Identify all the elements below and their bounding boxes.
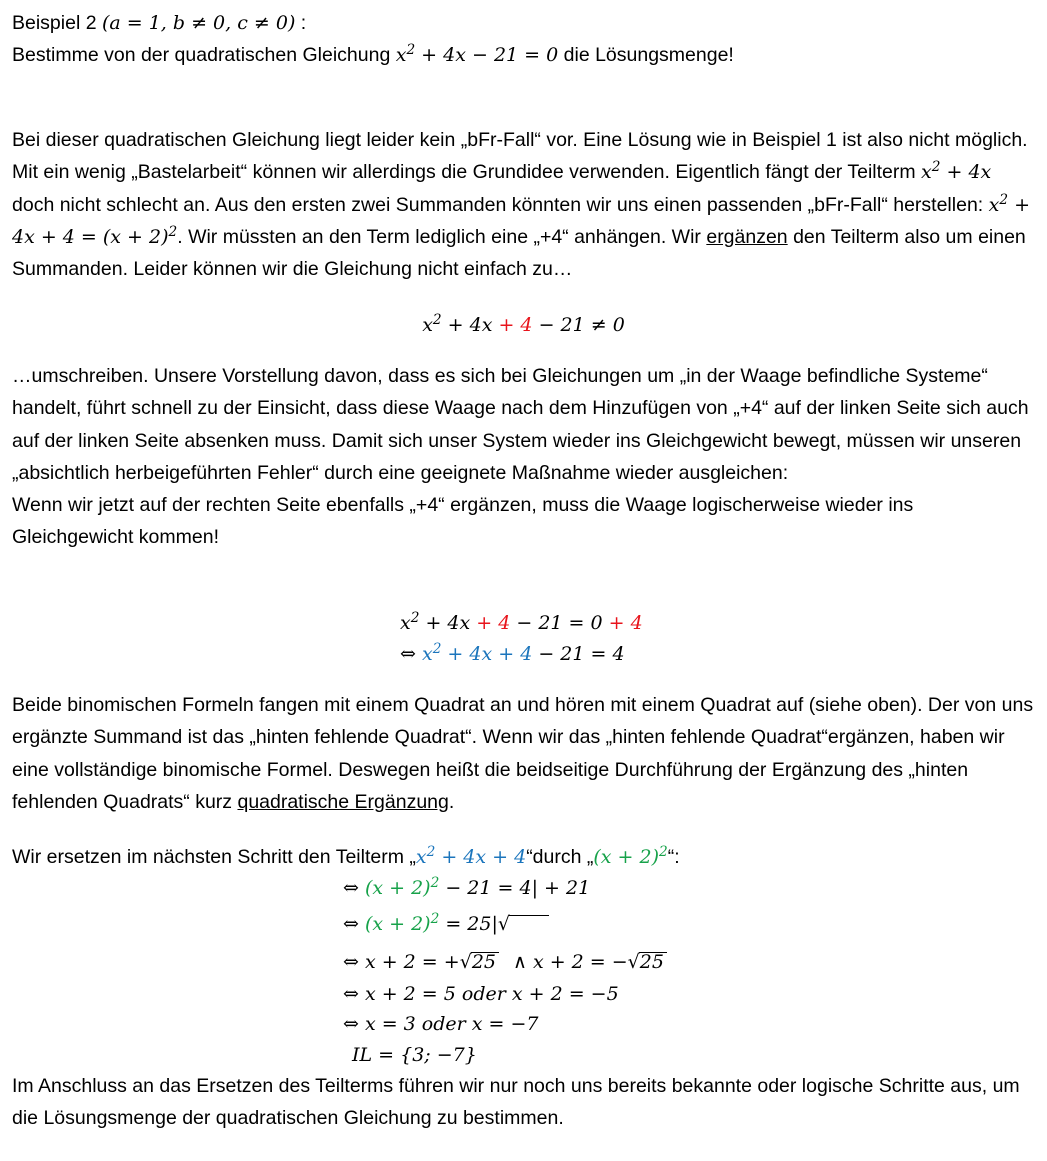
exponent: 2 bbox=[430, 911, 440, 928]
exponent: 2 bbox=[410, 610, 420, 627]
equivalence-arrow: ⇔ bbox=[343, 1013, 365, 1035]
var-x: x bbox=[988, 193, 1000, 216]
paragraph-4 bbox=[12, 845, 680, 869]
exponent: 2 bbox=[406, 42, 416, 59]
blue-term bbox=[422, 643, 532, 665]
paragraph-text: doch nicht schlecht an. Aus den ersten zwei Summanden könnten wir uns einen passenden „bFr-Fall“ herstellen: bbox=[12, 193, 989, 216]
green-term bbox=[593, 846, 667, 868]
equation-part: + 4x + 4 = (x + 2) bbox=[12, 193, 1031, 248]
exponent: 2 bbox=[432, 641, 442, 658]
solution-set bbox=[352, 1043, 477, 1067]
equivalence-arrow: ⇔ bbox=[343, 951, 365, 973]
task-statement bbox=[12, 43, 734, 67]
equation-part: − 21 = 0 bbox=[510, 612, 609, 634]
equation-balance-line-1 bbox=[400, 611, 643, 635]
inline-term bbox=[921, 161, 991, 183]
equation-rest: + 4x − 21 = 0 bbox=[415, 44, 559, 66]
paragraph-text: …umschreiben. Unsere Vorstellung davon, dass es sich bei Gleichungen um „in der Waage befindliche Systeme“ handelt, führt schnell zu der Einsicht, dass diese Waage nach dem Hinzufügen von „+4“ auf der linken Seite sich auch auf der linken Seite absenken muss. Damit sich unser System wieder ins Gleichgewicht bewegt, müssen wir unseren „absichtlich herbeigeführten Fehler“ durch eine geeignete Maßnahme wieder ausgleichen: bbox=[12, 365, 1029, 484]
step-4 bbox=[343, 982, 619, 1006]
exponent: 2 bbox=[168, 224, 178, 241]
task-equation bbox=[396, 44, 559, 66]
paragraph-text: Bei dieser quadratischen Gleichung liegt leider kein „bFr-Fall“ vor. Eine Lösung wie in Beispiel 1 ist also nicht möglich. Mit ein wenig „Bastelarbeit“ können wir allerdings die Grundidee verwenden. Eigentlich fängt der Teilterm bbox=[12, 129, 1028, 184]
heading-colon: : bbox=[295, 12, 307, 34]
paragraph-text: Wir ersetzen im nächsten Schritt den Teilterm „ bbox=[12, 846, 416, 868]
green-term-base: (x + 2) bbox=[593, 846, 660, 868]
underlined-word: ergänzen bbox=[706, 225, 788, 248]
exponent: 2 bbox=[430, 875, 440, 892]
paragraph-5 bbox=[12, 1070, 1037, 1135]
blue-term-rest: + 4x + 4 bbox=[435, 846, 527, 868]
paragraph-text: “durch „ bbox=[526, 846, 594, 868]
paragraph-text: . bbox=[448, 790, 455, 813]
equation-part: + 4x bbox=[441, 314, 499, 336]
exponent: 2 bbox=[659, 844, 668, 861]
green-term bbox=[365, 913, 439, 935]
sqrt-bar bbox=[509, 915, 549, 932]
paragraph-text: Wenn wir jetzt auf der rechten Seite ebenfalls „+4“ ergänzen, muss die Waage logischerweise wieder ins Gleichgewicht kommen! bbox=[12, 494, 914, 549]
paragraph-3 bbox=[12, 689, 1037, 818]
step-part: ∧ x + 2 = −√ bbox=[513, 951, 640, 973]
paragraph-1 bbox=[12, 124, 1037, 285]
blue-term-rest: + 4x + 4 bbox=[441, 643, 533, 665]
step-1 bbox=[343, 876, 590, 900]
solution-set-text: IL = {3; −7} bbox=[352, 1044, 477, 1066]
step-text: x = 3 oder x = −7 bbox=[364, 1013, 539, 1035]
var-x: x bbox=[395, 44, 407, 66]
equation-tail: − 21 ≠ 0 bbox=[532, 314, 625, 336]
term-rest: + 4x bbox=[940, 161, 992, 184]
paragraph-text: “: bbox=[667, 846, 680, 868]
paragraph-text: Beide binomischen Formeln fangen mit einem Quadrat an und hören mit einem Quadrat auf (siehe oben). Der von uns ergänzte Summand ist das „hinten fehlende Quadrat“. Wenn wir das „hinten fehlende Quadrat“ergänzen, haben wir eine vollständige binomische Formel. Deswegen heißt die beidseitige Durchführung der Ergänzung des „hinten fehlenden Quadrats“ kurz bbox=[12, 694, 1034, 813]
equation-part: + 4x bbox=[419, 612, 477, 634]
var-x: x bbox=[422, 314, 433, 336]
task-text-end: die Lösungsmenge! bbox=[558, 44, 734, 66]
var-x: x bbox=[421, 643, 433, 665]
example-heading bbox=[12, 11, 306, 35]
step-3 bbox=[343, 950, 667, 974]
paragraph-text: Im Anschluss an das Ersetzen des Teilterms führen wir nur noch uns bereits bekannte oder logische Schritte aus, um die Lösungsmenge der quadratischen Gleichung zu bestimmen. bbox=[12, 1075, 1020, 1130]
equation-tail: − 21 = 4 bbox=[532, 643, 625, 665]
exponent: 2 bbox=[931, 159, 941, 176]
paragraph-2 bbox=[12, 360, 1037, 554]
step-text: x + 2 = 5 oder x + 2 = −5 bbox=[364, 983, 619, 1005]
equation-inequality bbox=[0, 313, 1047, 337]
step-tail: − 21 = 4| + 21 bbox=[439, 877, 591, 899]
added-term-red: + 4 bbox=[498, 314, 533, 336]
step-part: x + 2 = +√ bbox=[364, 951, 472, 973]
paragraph-text: den Teilterm also um einen Summanden. Leider können wir die Gleichung nicht einfach zu… bbox=[12, 225, 1026, 281]
exponent: 2 bbox=[999, 191, 1009, 208]
equivalence-arrow: ⇔ bbox=[400, 643, 422, 665]
var-x: x bbox=[921, 161, 932, 184]
green-term-base: (x + 2) bbox=[364, 913, 431, 935]
green-term-base: (x + 2) bbox=[364, 877, 431, 899]
task-text: Bestimme von der quadratischen Gleichung bbox=[12, 44, 396, 66]
step-5 bbox=[343, 1012, 539, 1036]
var-x: x bbox=[400, 612, 411, 634]
radicand: 25 bbox=[639, 952, 667, 971]
underlined-term: quadratische Ergänzung bbox=[237, 790, 449, 813]
radicand: 25 bbox=[471, 952, 499, 971]
green-term bbox=[365, 877, 439, 899]
var-x: x bbox=[415, 846, 427, 868]
example-title: Beispiel 2 bbox=[12, 12, 97, 34]
exponent: 2 bbox=[426, 844, 436, 861]
paragraph-text: . Wir müssten an den Term lediglich eine „+4“ anhängen. Wir bbox=[177, 225, 707, 248]
added-term-red: + 4 bbox=[476, 612, 511, 634]
blue-term bbox=[416, 846, 526, 868]
equivalence-arrow: ⇔ bbox=[343, 913, 365, 935]
equivalence-arrow: ⇔ bbox=[343, 983, 365, 1005]
step-tail: = 25|√ bbox=[439, 913, 510, 935]
exponent: 2 bbox=[432, 312, 442, 329]
step-2 bbox=[343, 912, 549, 936]
equivalence-arrow: ⇔ bbox=[343, 877, 365, 899]
example-condition: (a = 1, b ≠ 0, c ≠ 0) bbox=[101, 12, 296, 34]
equation-balance-line-2 bbox=[400, 642, 625, 666]
added-term-red: + 4 bbox=[608, 612, 643, 634]
